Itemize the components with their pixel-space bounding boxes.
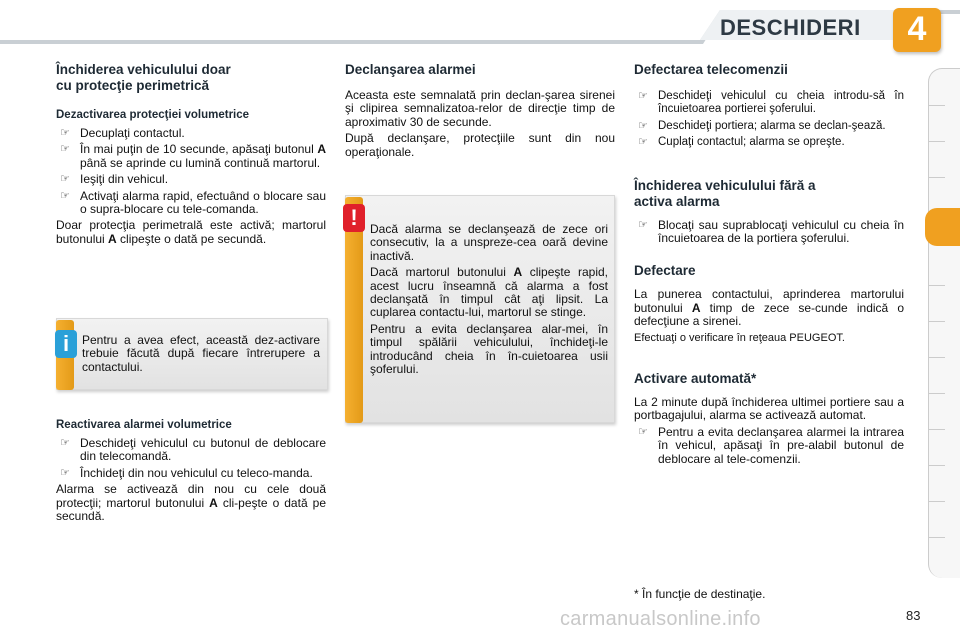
list-item-text: Ieşiţi din vehicul. xyxy=(80,172,169,187)
subtitle-reactivate: Reactivarea alarmei volumetrice xyxy=(56,419,232,431)
side-tab-divider xyxy=(929,429,945,430)
pointing-hand-icon: ☞ xyxy=(60,437,70,449)
bullet-list-reactivate xyxy=(56,437,326,480)
paragraph-text: La punerea contactului, aprinderea martorului butonului xyxy=(634,287,904,315)
side-tab-divider xyxy=(929,501,945,502)
chapter-number: 4 xyxy=(907,10,927,48)
pointing-hand-icon: ☞ xyxy=(638,119,648,132)
middle-column xyxy=(345,58,615,159)
paragraph-perimeter-active xyxy=(56,219,326,246)
list-item-text: În mai puţin de 10 secunde, apăsaţi butonul xyxy=(80,142,318,157)
list-item-text: Blocaţi sau suprablocaţi vehiculul cu cheia în încuietoarea de la portiera şoferului. xyxy=(658,217,904,246)
bullet-list-lock xyxy=(634,219,904,246)
section-title-alarm-trigger: Declanşarea alarmei xyxy=(345,62,476,77)
pointing-hand-icon: ☞ xyxy=(638,425,648,438)
warning-icon: ! xyxy=(343,204,365,232)
bullet-list-deactivate xyxy=(56,127,326,216)
list-item-text: Deschideţi portiera; alarma se declan-şează. xyxy=(658,119,886,132)
title-line: Închiderea vehiculului fără a xyxy=(634,177,816,193)
paragraph-text: clipeşte rapid, acest lucru înseamnă că alarma a fost declanşată în timpul cât aţi lipsit. La cuplarea contactu-lui, martorul se stinge. xyxy=(370,265,609,320)
left-column-bottom xyxy=(56,418,326,523)
paragraph-text: Doar protecţia perimetrală este activă; martorul butonului xyxy=(56,218,326,246)
paragraph-text: Alarma se activează din nou cu cele două protecţii; martorul butonului xyxy=(56,482,326,510)
list-item xyxy=(634,120,904,133)
paragraph-text: clipeşte o dată pe secundă. xyxy=(116,231,267,246)
list-item xyxy=(634,136,904,149)
pointing-hand-icon: ☞ xyxy=(638,136,648,149)
button-a-label: A xyxy=(209,495,218,510)
subtitle-deactivate: Dezactivarea protecţiei volumetrice xyxy=(56,109,250,121)
paragraph-reactivated xyxy=(56,483,326,523)
pointing-hand-icon: ☞ xyxy=(638,90,648,102)
paragraph-auto-activation: La 2 minute după închiderea ultimei portiere sau a portbagajului, alarma se activează automat. xyxy=(634,395,904,423)
section-title-remote-failure: Defectarea telecomenzii xyxy=(634,62,788,77)
list-item-text: Închideţi din nou vehiculul cu teleco-manda. xyxy=(80,465,313,480)
list-item-text: până se aprinde cu lumină continuă martorul. xyxy=(80,155,321,170)
paragraph-check-network: Efectuaţi o verificare în reţeaua PEUGEOT. xyxy=(634,331,845,344)
list-item xyxy=(56,467,326,480)
right-column xyxy=(634,58,904,466)
section-title-perimeter xyxy=(56,62,326,94)
pointing-hand-icon: ☞ xyxy=(60,143,70,156)
chapter-title: DESCHIDERI xyxy=(720,15,861,40)
warning-paragraph-washing: Pentru a evita declanşarea alar-mei, în timpul spălării vehiculului, închideţi-le introducând cheia în în-cuietoarea usii şoferului. xyxy=(370,321,608,377)
side-tab-divider xyxy=(929,393,945,394)
pointing-hand-icon: ☞ xyxy=(60,173,70,186)
list-item xyxy=(56,173,326,186)
button-a-label: A xyxy=(691,300,701,315)
list-item xyxy=(56,190,326,217)
paragraph-text: Dacă martorul butonului xyxy=(370,265,514,280)
title-line: activa alarma xyxy=(634,193,720,209)
chapter-side-tabs xyxy=(928,68,960,578)
list-item xyxy=(56,143,326,170)
side-tab-divider xyxy=(929,465,945,466)
info-note-text: Pentru a avea efect, această dez-activare trebuie făcută după fiecare întrerupere a contactului. xyxy=(82,333,320,374)
footnote: * În funcţie de destinaţie. xyxy=(634,587,766,601)
pointing-hand-icon: ☞ xyxy=(60,466,70,479)
section-title-defect: Defectare xyxy=(634,263,696,279)
button-a-label: A xyxy=(108,231,117,246)
title-line: cu protecţie perimetrică xyxy=(56,78,210,93)
list-item xyxy=(634,426,904,466)
side-tab-divider xyxy=(929,321,945,322)
watermark: carmanualsonline.info xyxy=(560,608,761,630)
side-tab-divider xyxy=(929,141,945,142)
list-item xyxy=(56,127,326,140)
page-number: 83 xyxy=(906,608,921,623)
list-item xyxy=(634,219,904,246)
info-icon: i xyxy=(55,330,77,358)
paragraph-siren-defect xyxy=(634,288,904,328)
side-tab-divider xyxy=(929,177,945,178)
pointing-hand-icon: ☞ xyxy=(60,189,70,202)
warning-note-content xyxy=(370,223,608,376)
section-title-auto-activation: Activare automată* xyxy=(634,371,757,387)
paragraph-alarm-signal: Aceasta este semnalată prin declan-şarea sirenei şi clipirea semnalizatoa-relor de direcţie timp de aproximativ 30 de secunde. xyxy=(345,88,615,129)
pointing-hand-icon: ☞ xyxy=(638,218,648,231)
side-tab-divider xyxy=(929,285,945,286)
section-title-lock-without-alarm xyxy=(634,178,904,210)
list-item xyxy=(56,437,326,464)
warning-paragraph-ten-times: Dacă alarma se declanşează de zece ori consecutiv, la a unspreze-cea oară devine inactivă. xyxy=(370,222,608,263)
list-item-text: Deschideţi vehiculul cu butonul de deblocare din telecomandă. xyxy=(80,436,326,464)
list-item-text: Deschideţi vehiculul cu cheia introdu-să în încuietoarea portierei şoferului. xyxy=(658,90,904,116)
side-tab-divider xyxy=(929,537,945,538)
side-tab-current-chapter xyxy=(925,208,960,246)
chapter-number-badge xyxy=(893,8,941,52)
bullet-list-remote-failure xyxy=(634,90,904,150)
button-a-label: A xyxy=(513,265,523,280)
paragraph-text: timp de zece se-cunde indică o defecţiune a sirenei. xyxy=(634,300,905,329)
bullet-list-auto xyxy=(634,426,904,466)
button-a-label: A xyxy=(317,142,326,157)
paragraph-text: cli-peşte o dată pe secundă. xyxy=(56,495,326,524)
title-line: Închiderea vehiculului doar xyxy=(56,62,231,77)
list-item xyxy=(634,90,904,117)
list-item-text: Pentru a evita declanşarea alarmei la intrarea în vehicul, apăsaţi în pre-alabil butonul de deblocare al tele-comenzii. xyxy=(658,424,904,466)
list-item-text: Activaţi alarma rapid, efectuând o blocare sau o supra-blocare cu tele-comanda. xyxy=(80,188,326,217)
warning-paragraph-led-flash xyxy=(370,266,608,320)
list-item-text: Cuplaţi contactul; alarma se opreşte. xyxy=(658,136,845,149)
list-item-text: Decuplaţi contactul. xyxy=(80,126,185,140)
pointing-hand-icon: ☞ xyxy=(60,127,70,139)
paragraph-after-trigger: După declanşare, protecţiile sunt din nou operaţionale. xyxy=(345,131,615,159)
side-tab-divider xyxy=(929,357,945,358)
side-tab-divider xyxy=(929,105,945,106)
left-column xyxy=(56,58,326,246)
